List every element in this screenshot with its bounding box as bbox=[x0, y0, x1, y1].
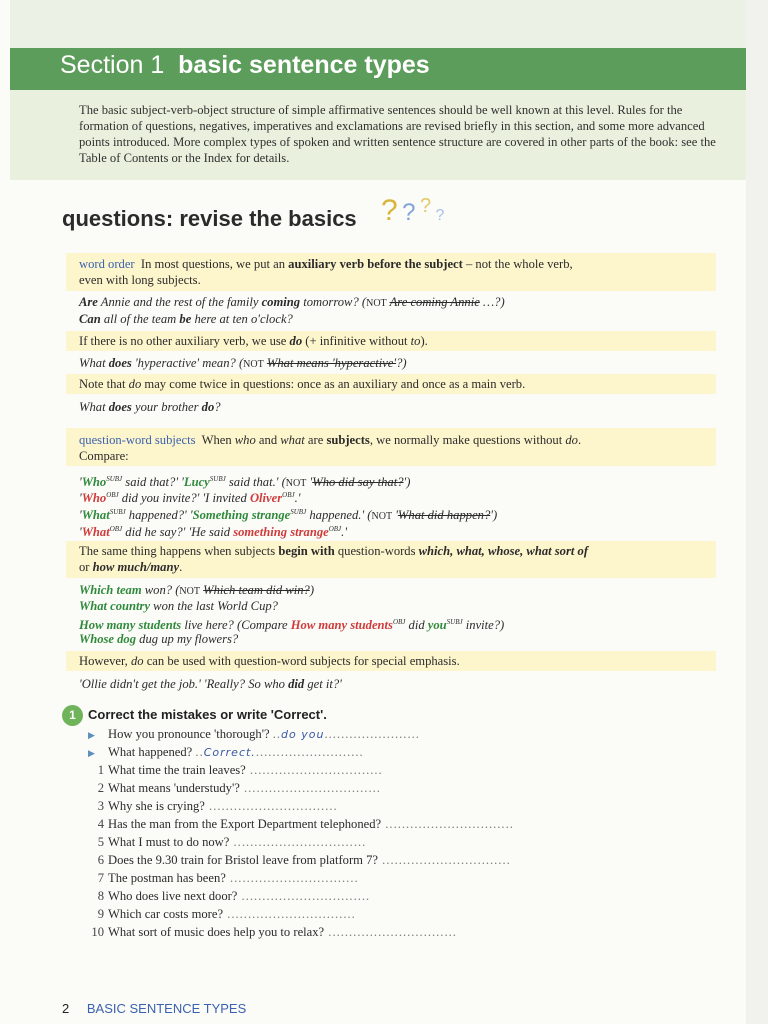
text-run: something strange bbox=[233, 525, 329, 540]
text-run: ') bbox=[490, 508, 498, 523]
exercise-number-badge: 1 bbox=[62, 705, 83, 726]
text-run: SUBJ bbox=[106, 475, 123, 483]
text-run: Oliver bbox=[249, 491, 283, 506]
rule-text bbox=[79, 543, 588, 560]
text-run: Which team did win? bbox=[203, 583, 310, 597]
text-run: OBJ bbox=[328, 525, 342, 533]
text-run: ? bbox=[214, 400, 221, 414]
rule-text bbox=[79, 333, 428, 350]
intro-text: The basic subject-verb-object structure of simple affirmative sentences should be well known at this level. Rules for the formation of questions, negatives, imperatives and exclamations are revised briefly in this section, and some more advanced points introduced. More complex types of spoken and written sentence structure are covered in other parts of the book: see the Table of Contents or the Index for details. bbox=[79, 103, 716, 165]
question-mark-glyph: ? bbox=[435, 207, 445, 224]
item-text: Why she is crying? bbox=[108, 799, 205, 813]
item-number: 6 bbox=[97, 853, 104, 867]
item-number: 2 bbox=[97, 781, 104, 795]
text-run: ?) bbox=[396, 356, 407, 370]
text-run: did you invite?' 'I invited bbox=[118, 491, 250, 506]
text-run: said that?' ' bbox=[122, 475, 184, 490]
text-run: SUBJ bbox=[109, 508, 126, 516]
rule-label: word order bbox=[79, 257, 135, 271]
item-text: What means 'understudy'? bbox=[108, 781, 240, 795]
text-run: question-words bbox=[334, 544, 419, 558]
item-number: 1 bbox=[97, 763, 104, 777]
text-run: (+ infinitive without bbox=[302, 334, 411, 348]
example-sentence: 'What$^{OBJ}$ did he say?' 'He said something strange$^{OBJ}$.' bbox=[79, 525, 348, 540]
exercise-item bbox=[79, 889, 370, 904]
example-sentence: 'Who$^{SUBJ}$ said that?' 'Lucy$^{SUBJ}$ said that.' (NOT 'Who did say that?') bbox=[79, 475, 411, 490]
text-run: SUBJ bbox=[209, 475, 226, 483]
answer-line[interactable]: ............................... bbox=[204, 799, 338, 813]
triangle-bullet-icon: ▶ bbox=[88, 748, 95, 758]
exercise-item bbox=[79, 871, 359, 886]
text-run: do bbox=[565, 433, 578, 447]
top-margin-band bbox=[10, 0, 746, 48]
rule-label: question-word subjects bbox=[79, 433, 196, 447]
text-run: Can bbox=[79, 312, 101, 326]
footer-label: BASIC SENTENCE TYPES bbox=[86, 1001, 247, 1016]
text-run: who bbox=[234, 433, 256, 447]
rule-text bbox=[79, 559, 182, 576]
item-text: What I must to do now? bbox=[108, 835, 230, 849]
text-run: What bbox=[81, 508, 110, 523]
text-run: Lucy bbox=[183, 475, 210, 490]
text-run: What bbox=[79, 400, 109, 414]
answer-line[interactable]: ..do you....................... bbox=[272, 727, 420, 741]
page-number: 2 bbox=[62, 1001, 70, 1016]
text-run: OBJ bbox=[392, 618, 406, 626]
text-run: dug up my flowers? bbox=[136, 632, 239, 646]
text-run: What country bbox=[79, 599, 151, 613]
exercise-item bbox=[79, 907, 356, 922]
answer-line[interactable]: ................................. bbox=[239, 781, 381, 795]
answer-line[interactable]: ............................... bbox=[381, 817, 514, 831]
text-run: What happened? bbox=[108, 745, 193, 759]
text-run: Something strange bbox=[192, 508, 291, 523]
answer-line[interactable]: ............................... bbox=[223, 907, 356, 921]
text-run: which, what, whose, what sort of bbox=[418, 544, 589, 558]
page-edge bbox=[746, 0, 768, 1024]
exercise-example bbox=[79, 745, 364, 760]
text-run: coming bbox=[261, 295, 301, 309]
text-run: What bbox=[79, 356, 109, 370]
text-run: subjects bbox=[326, 433, 370, 447]
page-heading: questions: revise the basics bbox=[62, 206, 357, 231]
text-run: did he say?' 'He said bbox=[122, 525, 234, 540]
text-run: If there is no other auxiliary verb, we use bbox=[79, 334, 290, 348]
section-name: basic sentence types bbox=[178, 51, 430, 79]
text-run: Who bbox=[81, 491, 107, 506]
text-run: auxiliary verb before the subject bbox=[288, 257, 463, 271]
text-run: Who did say that? bbox=[312, 475, 404, 490]
text-run: happened?' ' bbox=[125, 508, 193, 523]
text-run: What means 'hyperactive' bbox=[266, 356, 397, 370]
text-run: …?) bbox=[479, 295, 505, 309]
text-run: – not the whole verb, bbox=[462, 257, 573, 271]
rule-text bbox=[79, 653, 460, 670]
answer-line[interactable]: ............................... bbox=[378, 853, 511, 867]
text-run: said that.' ( bbox=[225, 475, 286, 490]
handwritten-answer: Correct. bbox=[203, 746, 256, 759]
text-run: What did happen? bbox=[397, 508, 491, 523]
text-run: How many students bbox=[290, 618, 393, 633]
exercise-item bbox=[79, 835, 366, 850]
item-number: 10 bbox=[91, 925, 104, 939]
text-run: won the last World Cup? bbox=[150, 599, 278, 613]
text-run: NOT bbox=[243, 359, 264, 370]
text-run: How many students bbox=[79, 618, 182, 633]
example-sentence: 'What$^{SUBJ}$ happened?' 'Something strange$^{SUBJ}$ happened.' (NOT 'What did happen?') bbox=[79, 508, 498, 523]
text-run: Are coming Annie bbox=[389, 295, 480, 309]
item-text: Has the man from the Export Department telephoned? bbox=[108, 817, 382, 831]
text-run: be bbox=[179, 312, 192, 326]
item-text: What time the train leaves? bbox=[108, 763, 246, 777]
text-run: did bbox=[288, 677, 305, 691]
exercise-item bbox=[79, 925, 457, 940]
text-run: ). bbox=[420, 334, 428, 348]
text-run: and bbox=[255, 433, 281, 447]
example-sentence bbox=[79, 598, 278, 615]
item-number: 4 bbox=[97, 817, 104, 831]
answer-line[interactable]: ..Correct........................... bbox=[195, 745, 364, 759]
item-number: 8 bbox=[97, 889, 104, 903]
section-title bbox=[60, 51, 430, 80]
text-run: NOT bbox=[366, 298, 387, 309]
text-run: do bbox=[201, 400, 215, 414]
text-run: Which team bbox=[79, 583, 142, 597]
answer-line[interactable]: ............................... bbox=[225, 871, 359, 885]
text-run: How you pronounce 'thorough'? bbox=[108, 727, 270, 741]
text-run: happened.' ( bbox=[306, 508, 372, 523]
exercise-item bbox=[79, 799, 338, 814]
answer-line[interactable]: ............................... bbox=[324, 925, 457, 939]
text-run: .' bbox=[341, 525, 348, 540]
text-run: are bbox=[304, 433, 327, 447]
text-run: The same thing happens when subjects bbox=[79, 544, 279, 558]
example-sentence bbox=[79, 311, 293, 328]
text-run: won? ( bbox=[141, 583, 180, 597]
rule-text: Compare: bbox=[79, 449, 129, 463]
text-run: SUBJ bbox=[446, 618, 463, 626]
text-run: In most questions, we put an bbox=[140, 257, 289, 271]
exercise-instruction: Correct the mistakes or write 'Correct'. bbox=[88, 707, 327, 722]
text-run: 'Ollie didn't get the job.' 'Really? So who bbox=[79, 677, 289, 691]
item-number: 7 bbox=[97, 871, 104, 885]
text-run: Who bbox=[81, 475, 107, 490]
item-text: Which car costs more? bbox=[108, 907, 224, 921]
item-number: 9 bbox=[97, 907, 104, 921]
text-run: here at ten o'clock? bbox=[191, 312, 293, 326]
text-run: NOT bbox=[179, 586, 200, 597]
example-sentence bbox=[79, 631, 238, 648]
item-text: Who does live next door? bbox=[108, 889, 238, 903]
text-run: you bbox=[427, 618, 447, 633]
text-run: What bbox=[81, 525, 110, 540]
text-run: or bbox=[79, 560, 93, 574]
text-run: OBJ bbox=[106, 491, 119, 499]
text-run: do bbox=[128, 377, 142, 391]
rule-text bbox=[79, 256, 573, 273]
text-run: . bbox=[179, 560, 183, 574]
text-run: ) bbox=[309, 583, 315, 597]
text-run: get it?' bbox=[304, 677, 342, 691]
item-number: 5 bbox=[97, 835, 104, 849]
example-sentence bbox=[79, 676, 342, 693]
text-run: does bbox=[108, 356, 132, 370]
question-marks-decoration bbox=[381, 194, 444, 228]
text-run: to bbox=[410, 334, 421, 348]
item-text: The postman has been? bbox=[108, 871, 226, 885]
text-run: , we normally make questions without bbox=[369, 433, 566, 447]
rule-text bbox=[79, 432, 581, 449]
exercise-item bbox=[79, 781, 381, 796]
exercise-item bbox=[79, 763, 383, 778]
text-run: can be used with question-word subjects for special emphasis. bbox=[143, 654, 460, 668]
answer-line[interactable]: ............................... bbox=[237, 889, 371, 903]
example-sentence bbox=[79, 399, 221, 416]
text-run: how much/many bbox=[92, 560, 180, 574]
text-run: Whose dog bbox=[79, 632, 137, 646]
text-run: Note that bbox=[79, 377, 129, 391]
example-sentence: 'Who$^{OBJ}$ did you invite?' 'I invited Oliver$^{OBJ}$.' bbox=[79, 491, 301, 506]
question-mark-glyph: ? bbox=[381, 194, 398, 227]
text-run: OBJ bbox=[282, 491, 295, 499]
text-run: do bbox=[289, 334, 303, 348]
section-number: Section 1 bbox=[60, 51, 165, 79]
text-run: Are bbox=[79, 295, 98, 309]
rule-text bbox=[79, 376, 525, 393]
text-run: all of the team bbox=[100, 312, 180, 326]
text-run: 'hyperactive' mean? ( bbox=[131, 356, 244, 370]
text-run: ') bbox=[403, 475, 411, 490]
rule-text: even with long subjects. bbox=[79, 273, 201, 287]
text-run: However, bbox=[79, 654, 131, 668]
page-footer bbox=[62, 1001, 246, 1016]
text-run: do bbox=[130, 654, 144, 668]
item-text: Does the 9.30 train for Bristol leave from platform 7? bbox=[108, 853, 378, 867]
text-run: your brother bbox=[131, 400, 202, 414]
text-run: what bbox=[280, 433, 305, 447]
answer-line[interactable]: ................................ bbox=[229, 835, 367, 849]
text-run: .' bbox=[294, 491, 301, 506]
exercise-item bbox=[79, 817, 514, 832]
text-run: NOT bbox=[285, 478, 307, 490]
item-number: 3 bbox=[97, 799, 104, 813]
example-sentence bbox=[79, 294, 505, 312]
text-run: OBJ bbox=[109, 525, 123, 533]
handwritten-answer: do you bbox=[281, 728, 325, 741]
example-sentence bbox=[79, 355, 407, 373]
question-mark-glyph: ? bbox=[402, 199, 416, 226]
exercise-item bbox=[79, 853, 511, 868]
item-text: What sort of music does help you to relax? bbox=[108, 925, 325, 939]
answer-line[interactable]: ................................ bbox=[245, 763, 383, 777]
text-run: Annie and the rest of the family bbox=[97, 295, 262, 309]
text-run: NOT bbox=[371, 511, 393, 523]
text-run: does bbox=[108, 400, 132, 414]
question-mark-glyph: ? bbox=[419, 195, 432, 217]
text-run: invite?) bbox=[462, 618, 505, 633]
text-run: When bbox=[201, 433, 235, 447]
text-run: . bbox=[577, 433, 582, 447]
text-run: may come twice in questions: once as an auxiliary and once as a main verb. bbox=[141, 377, 526, 391]
exercise-example bbox=[79, 727, 420, 742]
triangle-bullet-icon: ▶ bbox=[88, 730, 95, 740]
text-run: tomorrow? ( bbox=[300, 295, 367, 309]
text-run: begin with bbox=[278, 544, 335, 558]
text-run: did bbox=[405, 618, 428, 633]
text-run: live here? (Compare bbox=[181, 618, 291, 633]
text-run: SUBJ bbox=[290, 508, 307, 516]
